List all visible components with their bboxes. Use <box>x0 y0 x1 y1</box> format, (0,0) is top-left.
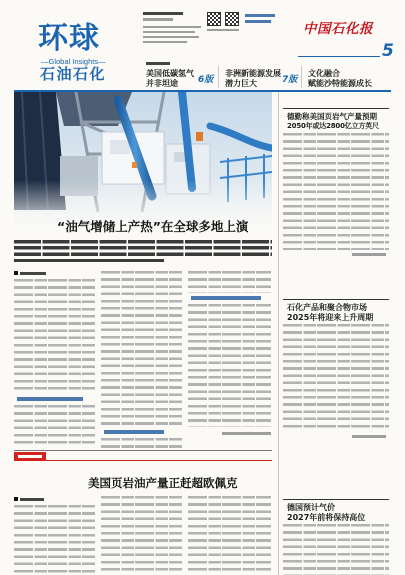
qr-caption-line <box>245 20 271 23</box>
byline <box>20 498 44 501</box>
column-divider <box>278 92 279 575</box>
section-divider <box>14 450 272 451</box>
date-line <box>143 12 183 15</box>
teaser-headline: 并非坦途 <box>146 79 178 88</box>
editor-info-line <box>143 41 187 43</box>
body-text-column <box>188 304 271 427</box>
teaser-divider <box>301 66 302 88</box>
teaser-page-ref: 7版 <box>282 75 298 85</box>
brief-author <box>352 435 386 438</box>
brief-author <box>352 253 386 256</box>
lead-deck <box>14 240 272 256</box>
page-number: 5 <box>382 41 394 61</box>
body-text-column <box>101 496 182 575</box>
teaser-label <box>146 62 170 65</box>
editor-info-line <box>143 36 199 38</box>
teaser-headline: 美国低碳氢气 <box>146 69 194 78</box>
subhead <box>104 430 164 434</box>
brief-body <box>283 324 389 432</box>
body-text-column <box>14 505 95 575</box>
body-text-column <box>14 405 95 447</box>
editor-info-line <box>143 26 201 28</box>
lead-headline: “油气增储上产热”在全球多地上演 <box>57 219 249 234</box>
body-text-column <box>188 271 271 293</box>
teaser-headline: 赋能沙特能源成长 <box>308 79 372 88</box>
section-subtitle-english: —Global Insights— <box>41 57 106 66</box>
teaser-headline: 文化融合 <box>308 69 340 78</box>
section-title: 环球 <box>38 21 100 56</box>
second-headline: 美国页岩油产量正赶超欧佩克 <box>88 476 238 490</box>
teaser-divider <box>218 66 219 88</box>
section-subtitle-chinese: 石油石化 <box>40 65 107 83</box>
section-tab-rule <box>46 460 272 461</box>
byline-marker <box>14 271 18 275</box>
article-source-note <box>222 432 271 435</box>
subhead <box>191 296 261 300</box>
subhead <box>17 397 83 401</box>
qr-caption-line <box>207 29 239 31</box>
qr-code-icon <box>207 12 221 26</box>
body-text-column <box>101 438 182 448</box>
teaser-page-ref: 6版 <box>198 75 214 85</box>
masthead-rule <box>298 56 380 57</box>
date-line <box>143 18 173 21</box>
oil-rig-photo <box>14 92 272 232</box>
body-text-column <box>14 279 95 394</box>
editor-info-line <box>143 31 195 33</box>
brief-title: 石化产品和聚合物市场 <box>287 303 367 312</box>
byline <box>20 272 46 275</box>
body-text-column <box>188 496 271 575</box>
brief-rule <box>283 299 389 300</box>
brief-title: 2025年将迎来上升周期 <box>287 313 374 322</box>
brief-title: 德勤称美国页岩气产量预期 <box>287 112 377 121</box>
brief-rule <box>283 499 389 500</box>
brief-title: 2027年前将保持高位 <box>287 513 366 522</box>
qr-caption-line <box>245 14 275 17</box>
newspaper-logo: 中国石化报 <box>303 21 373 37</box>
section-tab-label <box>18 455 42 458</box>
body-text-column <box>101 271 182 427</box>
brief-rule <box>283 108 389 109</box>
lead-deck-last-line <box>14 259 164 262</box>
brief-title: 德国预计气价 <box>287 503 335 512</box>
teaser-headline: 非洲新能源发展 <box>225 69 281 78</box>
brief-body <box>283 524 389 575</box>
brief-body <box>283 133 389 250</box>
qr-code-icon <box>225 12 239 26</box>
brief-title: 2050年或达2800亿立方英尺 <box>287 122 379 130</box>
byline-marker <box>14 497 18 501</box>
teaser-headline: 潜力巨大 <box>225 79 257 88</box>
